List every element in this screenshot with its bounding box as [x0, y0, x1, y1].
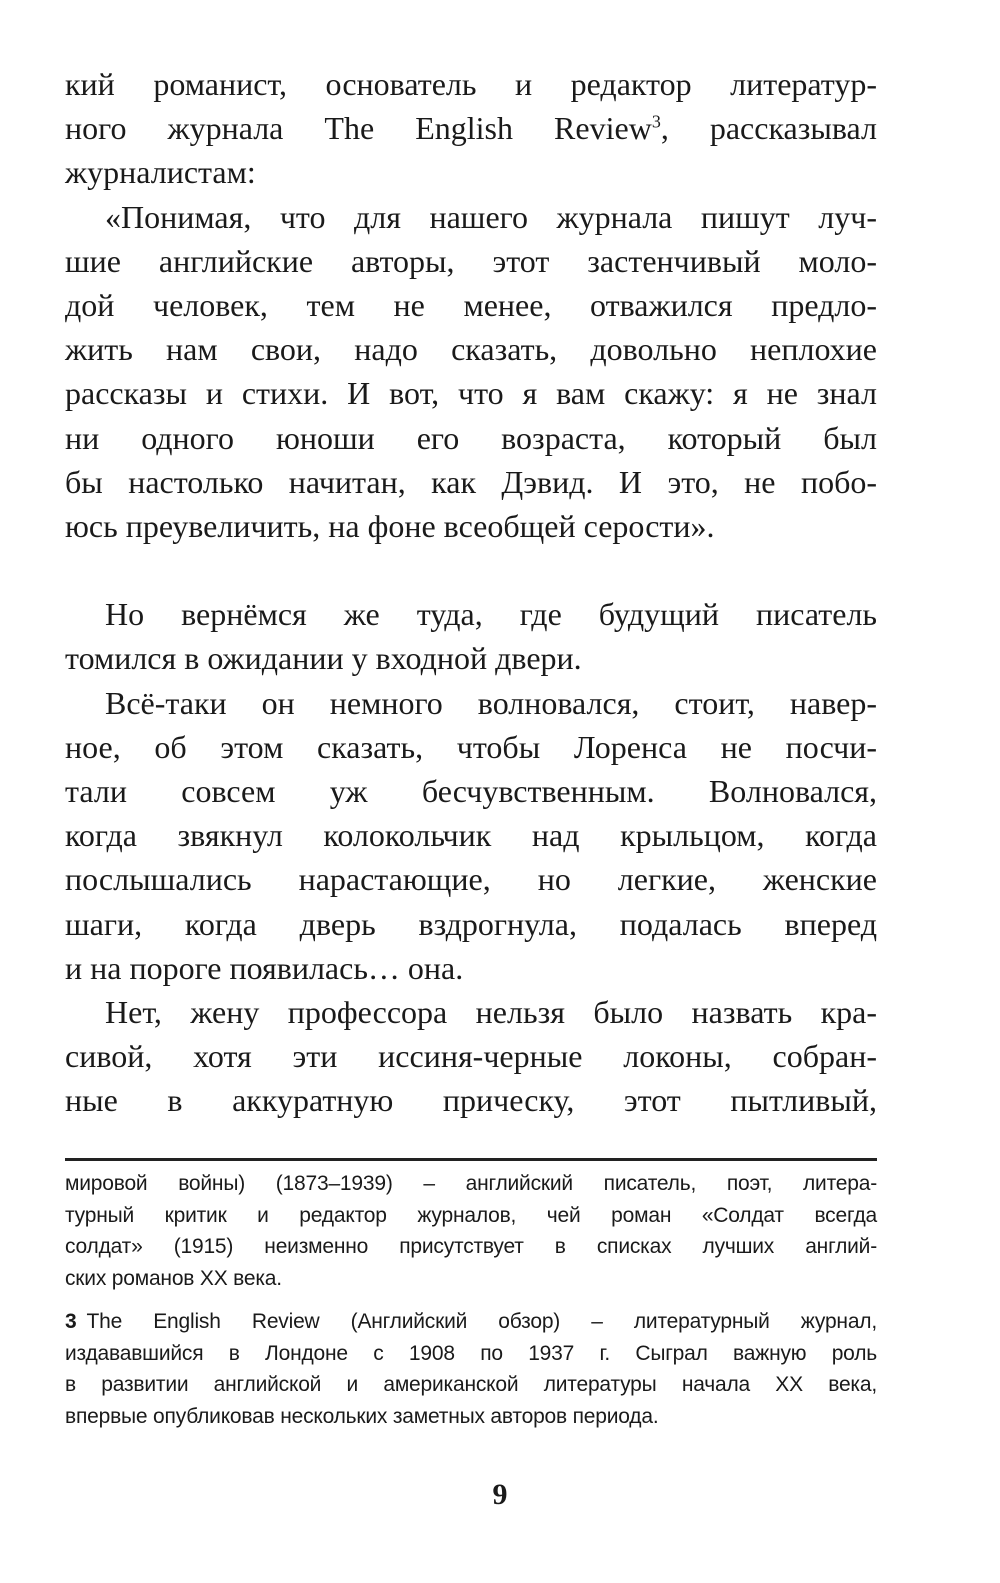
- footnote-line: солдат» (1915) неизменно присутствует в списках лучших англий-: [65, 1235, 877, 1259]
- footnote-divider: [65, 1158, 877, 1161]
- footnote-line: в развитии английской и американской литературы начала XX века,: [65, 1373, 877, 1397]
- text-line: кий романист, основатель и редактор литератур-: [65, 66, 877, 102]
- text-line: когда звякнул колокольчик над крыльцом, когда: [65, 817, 877, 854]
- text-line: дой человек, тем не менее, отважился предло-: [65, 287, 877, 324]
- text-line: Но вернёмся же туда, где будущий писатель: [105, 596, 877, 633]
- text-line: Нет, жену профессора нельзя было назвать кра-: [105, 994, 877, 1031]
- text-line: Всё-таки он немного волновался, стоит, навер-: [105, 684, 877, 721]
- footnote-line: [65, 1306, 877, 1338]
- text-line: томился в ожидании у входной двери.: [65, 640, 582, 677]
- text-line: [65, 106, 877, 150]
- text-line: рассказы и стихи. И вот, что я вам скажу: я не знал: [65, 375, 877, 412]
- footnote-line: ских романов XX века.: [65, 1267, 282, 1291]
- text-line: и на пороге появилась… она.: [65, 949, 464, 986]
- text-fragment: The English Review (Английский обзор) – литературный журнал,: [86, 1309, 877, 1333]
- text-line: шаги, когда дверь вздрогнула, подалась вперед: [65, 905, 877, 942]
- text-line: бы настолько начитан, как Дэвид. И это, не побо-: [65, 463, 877, 500]
- footnote-line: впервые опубликовав нескольких заметных авторов периода.: [65, 1404, 659, 1428]
- text-line: шие английские авторы, этот застенчивый моло-: [65, 242, 877, 279]
- text-line: юсь преувеличить, на фоне всеобщей серости».: [65, 508, 715, 545]
- text-line: «Понимая, что для нашего журнала пишут луч-: [105, 198, 877, 235]
- text-line: ни одного юноши его возраста, который был: [65, 419, 877, 456]
- page-number: 9: [492, 1478, 508, 1511]
- text-fragment: , рассказывал: [660, 110, 878, 147]
- main-text: [65, 62, 877, 1123]
- footnote-line: мировой войны) (1873–1939) – английский писатель, поэт, литера-: [65, 1172, 877, 1195]
- text-line: тали совсем уж бесчувственным. Волновался,: [65, 773, 877, 810]
- text-line: ные в аккуратную прическу, этот пытливый,: [65, 1082, 877, 1119]
- text-line: жить нам свои, надо сказать, довольно неплохие: [65, 331, 877, 368]
- footnotes: [65, 1168, 877, 1433]
- text-fragment: ного журнала The English Review: [65, 110, 652, 147]
- text-line: журналистам:: [65, 154, 256, 191]
- footnote-line: турный критик и редактор журналов, чей роман «Солдат всегда: [65, 1203, 877, 1227]
- text-line: ное, об этом сказать, чтобы Лоренса не посчи-: [65, 728, 877, 765]
- footnote-line: издававшийся в Лондоне с 1908 по 1937 г. Сыграл важную роль: [65, 1341, 877, 1365]
- text-line: сивой, хотя эти иссиня-черные локоны, собран-: [65, 1038, 877, 1075]
- text-line: послышались нарастающие, но легкие, женские: [65, 861, 877, 898]
- footnote-number: 3: [65, 1309, 77, 1333]
- footnote-ref: 3: [651, 111, 661, 132]
